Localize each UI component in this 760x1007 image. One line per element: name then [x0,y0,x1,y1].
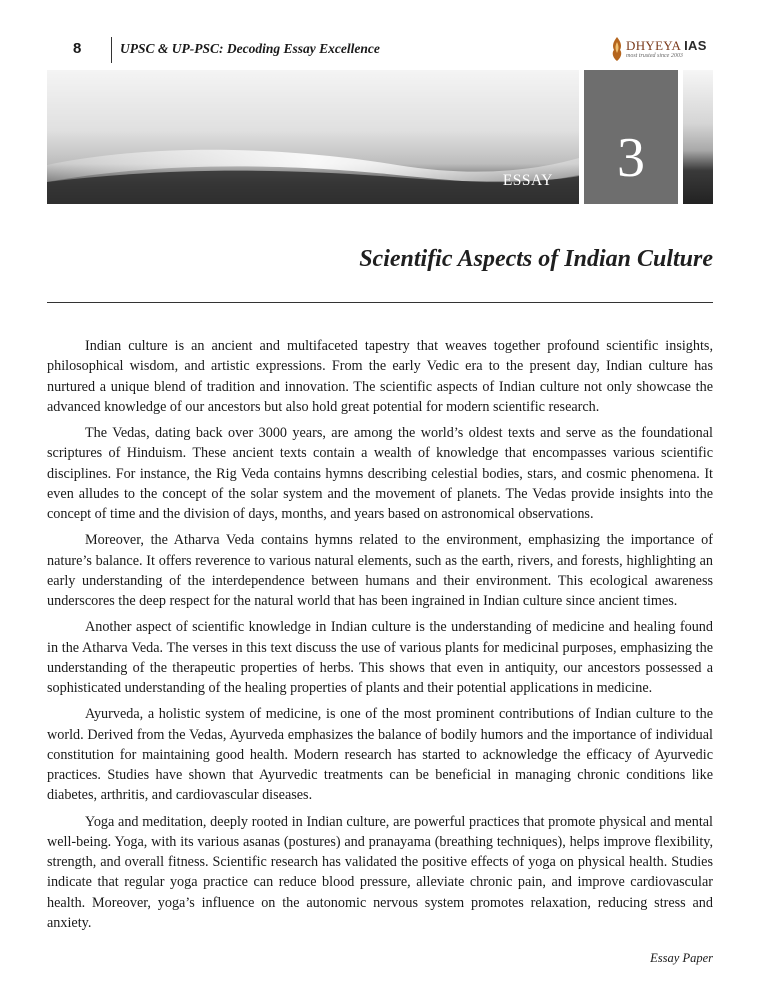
running-title: UPSC & UP-PSC: Decoding Essay Excellence [120,41,380,56]
page-number: 8 [73,40,82,57]
banner-side-strip [683,70,713,204]
chapter-number: 3 [617,127,645,189]
essay-label: ESSAY [502,172,553,189]
paragraph-5: Ayurveda, a holistic system of medicine, is one of the most prominent contributions of Indian culture to the world. Derived from the Vedas, Ayurveda emphasizes the balance of bodily humors and the importance of individual constitution for maintaining good health. Modern research has started to acknowledge the efficacy of Ayurvedic practices. Studies have shown that Ayurvedic treatments can be beneficial in managing chronic conditions like diabetes, arthritis, and cardiovascular diseases. [47,706,713,804]
logo-name: DHYEYA [626,38,681,53]
chapter-banner [47,70,579,204]
paragraph-1: Indian culture is an ancient and multifaceted tapestry that weaves together profound scientific insights, philosophical wisdom, and artistic expressions. From the early Vedic era to the present day, Indian culture has nurtured a unique blend of tradition and innovation. The scientific aspects of Indian culture not only showcase the advanced knowledge of our ancestors but also hold great potential for modern scientific research. [47,338,713,415]
paragraph-2: The Vedas, dating back over 3000 years, are among the world’s oldest texts and serve as the foundational scriptures of Hinduism. These ancient texts contain a wealth of knowledge that encompasses various scientific disciplines. For instance, the Rig Veda contains hymns describing celestial bodies, stars, and cosmic phenomena. It even alludes to the concept of the solar system and the movement of planets. The Vedas provide insights into the concept of time and the division of days, months, and years based on astronomical observations. [47,424,713,523]
logo-tagline: most trusted since 2003 [626,53,683,59]
publisher-logo [610,36,715,64]
logo-ias: IAS [684,38,707,53]
title-divider [47,302,713,303]
footer-label: Essay Paper [650,951,713,965]
chapter-number-box [584,70,678,204]
paragraph-3: Moreover, the Atharva Veda contains hymns related to the environment, emphasizing the importance of nature’s balance. It offers reverence to various natural elements, such as the earth, rivers, and forests, highlighting an early understanding of the interdependence between humans and their environment. This ecological awareness underscores the deep respect for the natural world that has been ingrained in Indian culture since ancient times. [47,532,713,610]
essay-title: Scientific Aspects of Indian Culture [359,246,713,272]
flame-logo-icon [610,36,624,62]
banner-wave-graphic [47,70,579,204]
essay-body [47,336,713,939]
header-divider [111,37,112,63]
paragraph-6: Yoga and meditation, deeply rooted in Indian culture, are powerful practices that promote physical and mental well-being. Yoga, with its various asanas (postures) and pranayama (breathing techniques), helps improve flexibility, strength, and overall fitness. Scientific research has validated the positive effects of yoga on physical health. Studies indicate that regular yoga practice can reduce blood pressure, alleviate chronic pain, and improve cardiovascular health. Moreover, yoga’s influence on the autonomic nervous system promotes relaxation, reducing stress and anxiety. [47,813,713,931]
paragraph-4: Another aspect of scientific knowledge in Indian culture is the understanding of medicine and healing found in the Atharva Veda. The verses in this text discuss the use of various plants for medicinal purposes, emphasizing the understanding of the therapeutic properties of herbs. This shows that even in antiquity, our ancestors possessed a sophisticated understanding of the healing properties of plants and their potential applications in medicine. [47,619,713,697]
